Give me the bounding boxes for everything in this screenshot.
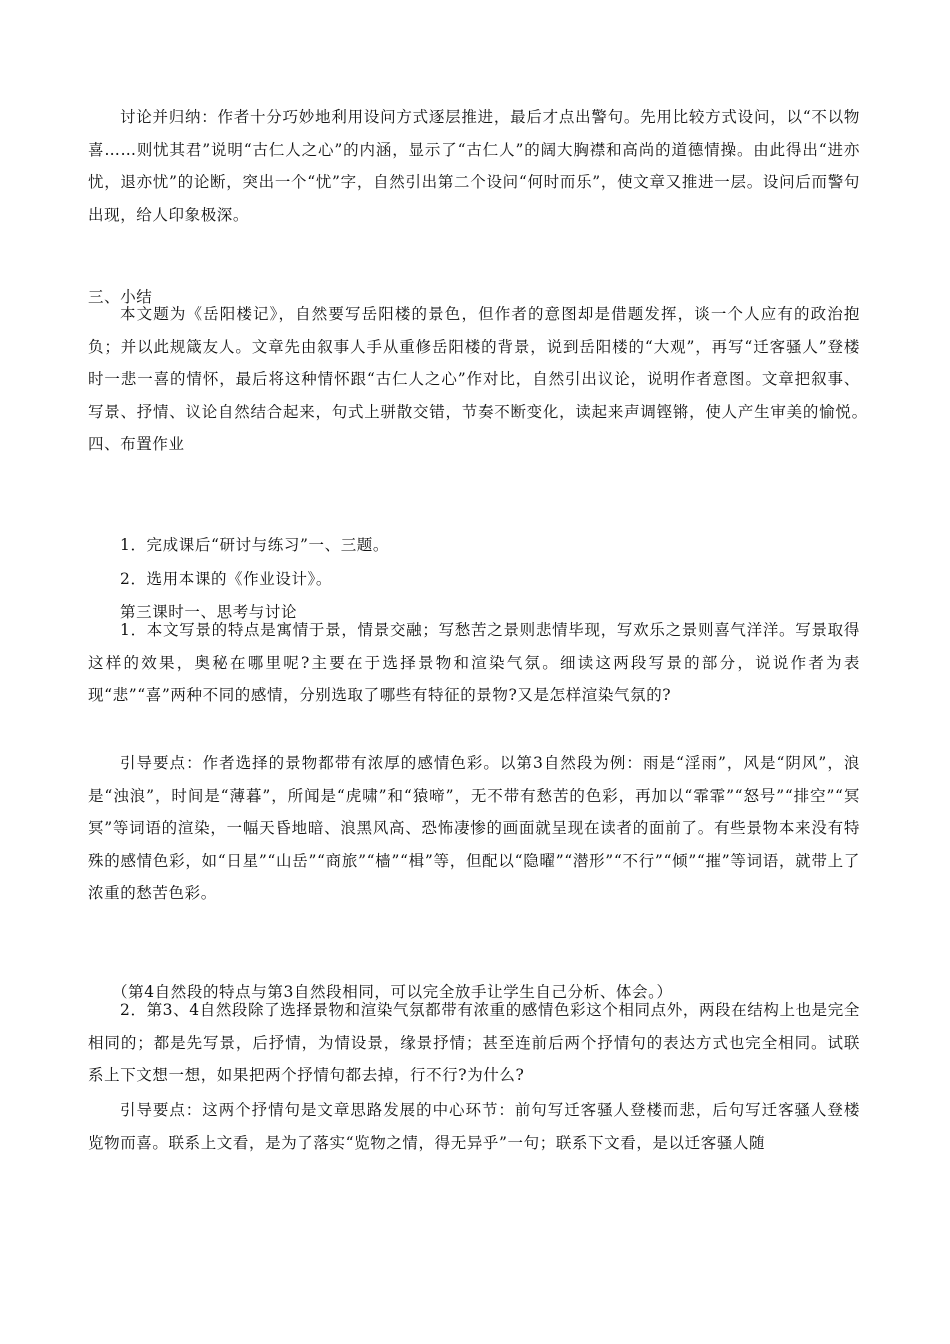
note-paragraph-4: （第4自然段的特点与第3自然段相同，可以完全放手让学生自己分析、体会。） [112,982,673,1001]
guide-points-1: 引导要点：作者选择的景物都带有浓厚的感情色彩。以第3自然段为例：雨是“淫雨”，风是“阴风”，浪是“浊浪”，时间是“薄暮”，所闻是“虎啸”和“猿啼”，无不带有愁苦的色彩，再加以“霏霏”“怒号”“排空”“冥冥”等词语的渲染，一幅天昏地暗、浪黑风高、恐怖凄惨的画面就呈现在读者的面前了。有些景物本来没有特殊的感情色彩，如“日星”“山岳”“商旅”“樯”“楫”等，但配以“隐曜”“潜形”“不行”“倾”“摧”等词语，就带上了浓重的愁苦色彩。 [88,754,860,903]
section-heading-third-lesson: 第三课时一、思考与讨论 [120,602,298,621]
paragraph-summary-body: 本文题为《岳阳楼记》，自然要写岳阳楼的景色，但作者的意图却是借题发挥，谈一个人应有的政治抱负；并以此规箴友人。文章先由叙事人手从重修岳阳楼的背景，说到岳阳楼的“大观”，再写“迁客骚人”登楼时一悲一喜的情怀，最后将这种情怀跟“古仁人之心”作对比，自然引出议论，说明作者意图。文章把叙事、写景、抒情、议论自然结合起来，句式上骈散交错，节奏不断变化，读起来声调铿锵，使人产生审美的愉悦。 四、布置作业 [88,305,893,454]
question-1: 1．本文写景的特点是寓情于景，情景交融；写愁苦之景则悲情毕现，写欢乐之景则喜气洋洋。写景取得这样的效果，奥秘在哪里呢?主要在于选择景物和渲染气氛。细读这两段写景的部分，说说作者为表现“悲”“喜”两种不同的感情，分别选取了哪些有特征的景物?又是怎样渲染气氛的? [88,621,860,705]
homework-item-1: 1．完成课后“研讨与练习”一、三题。 [120,535,390,554]
homework-item-2: 2．选用本课的《作业设计》。 [120,569,333,588]
section-heading-summary: 三、小结 [88,287,153,306]
paragraph-discussion-summary: 讨论并归纳：作者十分巧妙地利用设问方式逐层推进，最后才点出警句。先用比较方式设问，以“不以物喜……则忧其君”说明“古仁人之心”的内涵，显示了“古仁人”的阔大胸襟和高尚的道德情操。由此得出“进亦忧，退亦忧”的论断，突出一个“忧”字，自然引出第二个设问“何时而乐”，使文章又推进一层。设问后而警句出现，给人印象极深。 [88,108,860,224]
guide-points-2: 引导要点：这两个抒情句是文章思路发展的中心环节：前句写迁客骚人登楼而悲，后句写迁客骚人登楼览物而喜。联系上文看，是为了落实“览物之情，得无异乎”一句；联系下文看，是以迁客骚人随 [88,1101,860,1152]
question-2: 2．第3、4自然段除了选择景物和渲染气氛都带有浓重的感情色彩这个相同点外，两段在结构上也是完全相同的；都是先写景，后抒情，为情设景，缘景抒情；甚至连前后两个抒情句的表达方式也完全相同。试联系上下文想一想，如果把两个抒情句都去掉，行不行?为什么? [88,1001,860,1085]
